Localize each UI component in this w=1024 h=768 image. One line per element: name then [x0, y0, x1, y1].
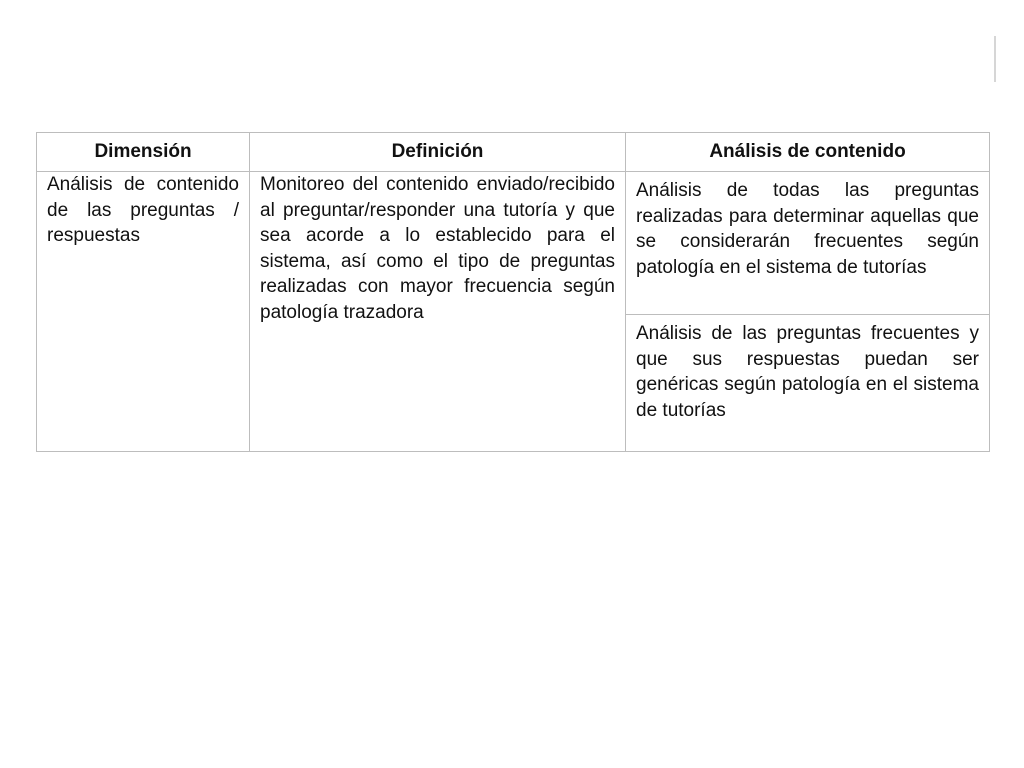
analysis-cell-2: Análisis de las preguntas frecuentes y que sus respuestas puedan ser genéricas según patología en el sistema de tutorías [626, 315, 990, 452]
dimension-cell: Análisis de contenido de las preguntas / respuestas [37, 172, 250, 452]
table-row [37, 172, 990, 315]
header-analysis: Análisis de contenido [626, 133, 990, 172]
content-table [36, 132, 990, 452]
analysis-cell-1: Análisis de todas las preguntas realizadas para determinar aquellas que se considerarán frecuentes según patología en el sistema de tutorías [626, 172, 990, 315]
header-dimension: Dimensión [37, 133, 250, 172]
header-definition: Definición [250, 133, 626, 172]
edge-divider [994, 36, 996, 82]
definition-cell: Monitoreo del contenido enviado/recibido al preguntar/responder una tutoría y que sea acorde a lo establecido para el sistema, así como el tipo de preguntas realizadas con mayor frecuencia según patología trazadora [250, 172, 626, 452]
header-row [37, 133, 990, 172]
